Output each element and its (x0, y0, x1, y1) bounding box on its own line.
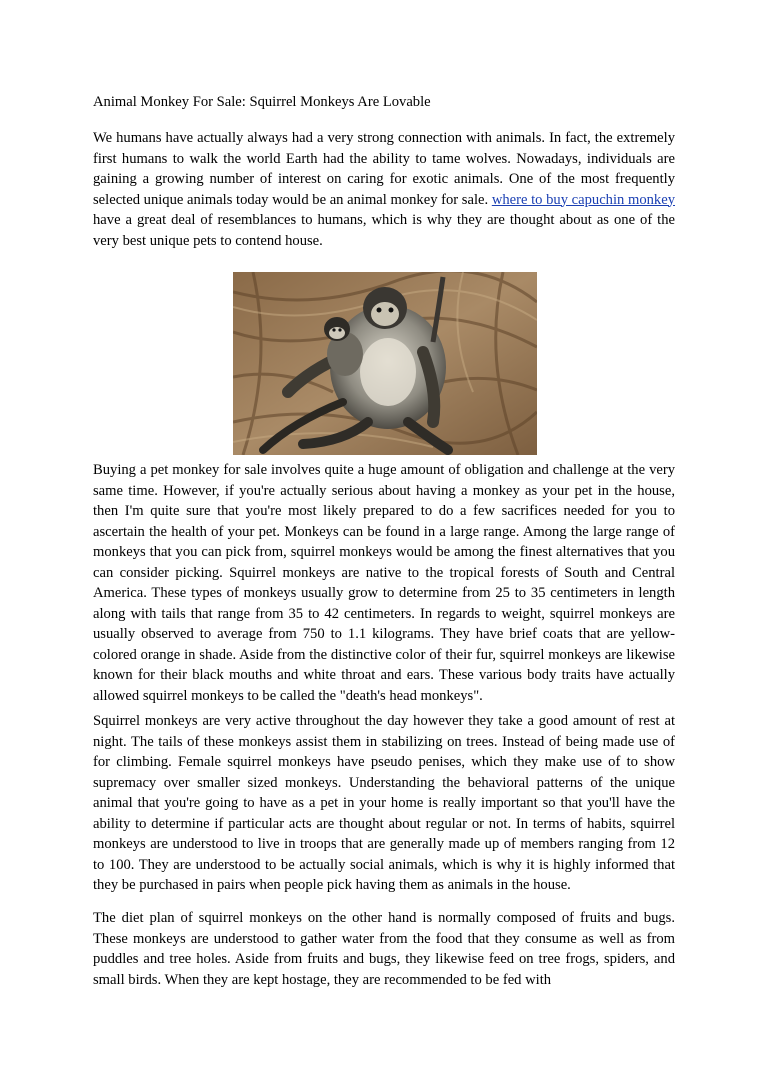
capuchin-monkey-link[interactable]: where to buy capuchin monkey (491, 191, 675, 208)
body-paragraph-3: The diet plan of squirrel monkeys on the other hand is normally composed of fruits and bugs. These monkeys are understood to gather water from the food that they consume as well as from puddles and tree holes. Aside from fruits and bugs, they likewise feed on tree frogs, spiders, and small birds. When they are kept hostage, they are recommended to be fed with (93, 910, 675, 988)
intro-text-after-link: have a great deal of resemblances to humans, which is why they are thought about as one of the very best unique pets to contend house. (93, 212, 675, 249)
monkey-photo (233, 272, 537, 455)
document-title: Animal Monkey For Sale: Squirrel Monkeys Are Lovable (93, 94, 431, 110)
intro-paragraph (93, 128, 675, 251)
body-paragraph-1: Buying a pet monkey for sale involves quite a huge amount of obligation and challenge at the very same time. However, if you're actually serious about having a monkey as your pet in the house, then I'm quite sure that you're most likely prepared to do a few sacrifices needed for you to ascertain the health of your pet. Monkeys can be found in a large range. Among the large range of monkeys that you can pick from, squirrel monkeys would be among the finest alternatives that you can consider picking. Squirrel monkeys are native to the tropical forests of South and Central America. These types of monkeys usually grow to determine from 25 to 35 centimeters in length along with tails that range from 35 to 42 centimeters. In regards to weight, squirrel monkeys are usually observed to average from 750 to 1.1 kilograms. They have brief coats that are yellow-colored orange in shade. Aside from the distinctive color of their fur, squirrel monkeys are likewise known for their black mouths and white throat and ears. These various body traits have actually allowed squirrel monkeys to be called the "death's head monkeys". (93, 462, 675, 704)
body-paragraph-2: Squirrel monkeys are very active throughout the day however they take a good amount of rest at night. The tails of these monkeys assist them in stabilizing on trees. Instead of being made use of for climbing. Female squirrel monkeys have pseudo penises, which they make use of to show supremacy over smaller sized monkeys. Understanding the behavioral patterns of the unique animal that you're going to have as a pet in your home is really important so that you'll have the ability to determine if particular acts are thought about regular or not. In terms of habits, squirrel monkeys are understood to live in troops that are generally made up of members ranging from 12 to 100. They are understood to be actually social animals, which is why it is highly informed that they be purchased in pairs when people pick having them as animals in the house. (93, 713, 675, 893)
intro-text-before-link: We humans have actually always had a very strong connection with animals. In fact, the extremely first humans to walk the world Earth had the ability to tame wolves. Nowadays, individuals are gaining a growing number of interest on caring for exotic animals. One of the most frequently selected unique animals today would be an animal monkey for sale. (93, 130, 675, 208)
